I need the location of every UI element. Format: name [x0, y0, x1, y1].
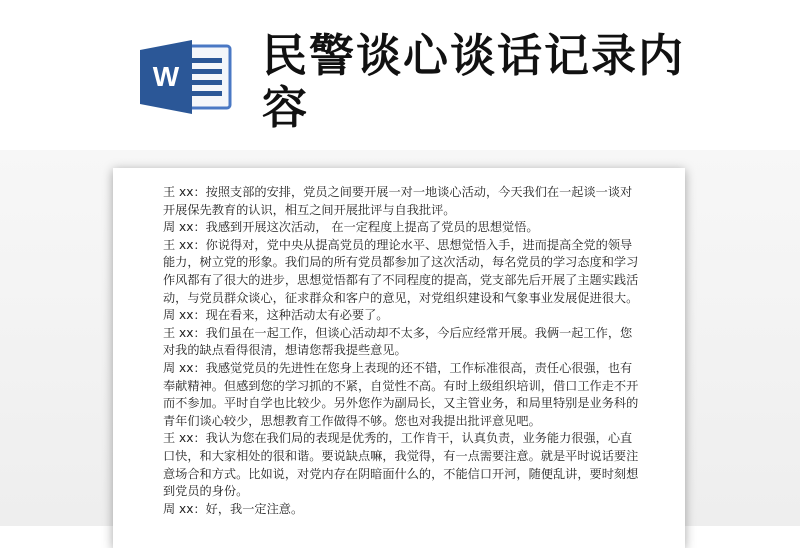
document-page [113, 168, 685, 548]
word-icon-letter: W [152, 61, 180, 92]
word-icon [140, 40, 232, 114]
paragraph: 王 xx：按照支部的安排，党员之间要开展一对一地谈心活动，今天我们在一起谈一谈对开展保先教育的认识，相互之间开展批评与自我批评。 [163, 185, 633, 217]
paragraph: 周 xx：好，我一定注意。 [163, 501, 304, 516]
document-body [163, 184, 643, 518]
paragraph: 周 xx：现在看来，这种活动太有必要了。 [163, 308, 389, 323]
paragraph: 王 xx：我认为您在我们局的表现是优秀的，工作肯干，认真负责，业务能力很强，心直口快，和大家相处的很和谐。要说缺点嘛，我觉得，有一点需要注意。就是平时说话要注意场合和方式。比如说，对党内存在阴暗面什么的，不能信口开河，随便乱讲，要时刻想到党员的身份。 [163, 431, 639, 499]
header [0, 0, 800, 150]
paragraph: 周 xx：我感觉党员的先进性在您身上表现的还不错，工作标准很高，责任心很强，也有奉献精神。但感到您的学习抓的不紧，自觉性不高。有时上级组织培训，借口工作走不开而不参加。平时自学也比较少。另外您作为副局长，又主管业务，和局里特别是业务科的青年们谈心较少，思想教育工作做得不够。您也对我提出批评意见吧。 [163, 360, 639, 428]
paragraph: 周 xx：我感到开展这次活动， 在一定程度上提高了党员的思想觉悟。 [163, 220, 539, 235]
paragraph: 王 xx：我们虽在一起工作，但谈心活动却不太多，今后应经常开展。我俩一起工作，您对我的缺点看得很清，想请您帮我提些意见。 [163, 325, 633, 358]
paragraph: 王 xx：你说得对，党中央从提高党员的理论水平、思想觉悟入手，进而提高全党的领导能力，树立党的形象。我们局的所有党员都参加了这次活动，每名党员的学习态度和学习作风都有了很大的进步，思想觉悟都有了不同程度的提高，党支部先后开展了主题实践活动，与党员群众谈心，征求群众和客户的意见，对党组织建设和气象事业发展促进很大。 [163, 237, 639, 305]
page-title: 民警谈心谈话记录内容 [262, 29, 686, 134]
